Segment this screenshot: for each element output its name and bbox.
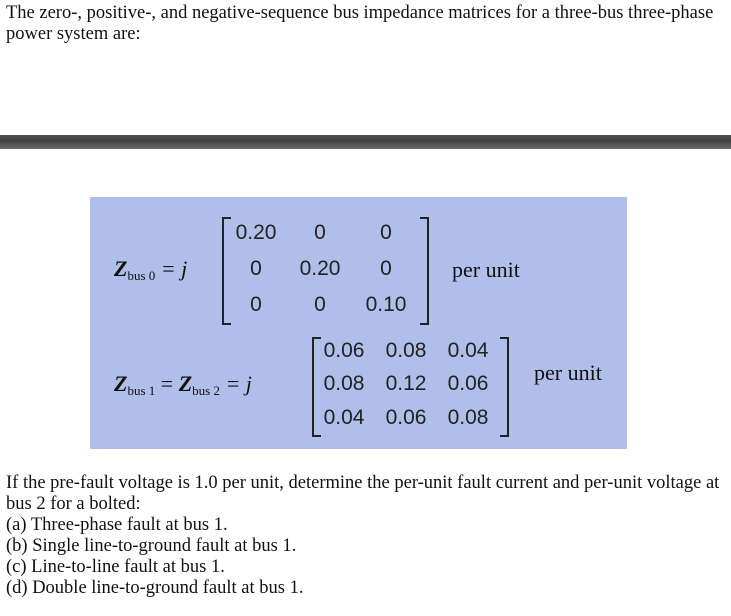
zbus0-equals-j: = j <box>160 256 188 281</box>
intro-paragraph: The zero-, positive-, and negative-sequence bus impedance matrices for a three-bus three-phase power system are: <box>6 3 714 44</box>
zbus0-unit: per unit <box>452 257 520 282</box>
zbus12-matrix <box>312 337 512 437</box>
zbus2-symbol: Z <box>178 371 193 396</box>
divider-bar <box>0 135 731 149</box>
zbus12-cell: 0.06 <box>385 406 427 429</box>
question-item-b: (b) Single line-to-ground fault at bus 1. <box>6 536 297 556</box>
zbus1-symbol: Z <box>114 371 128 396</box>
zbus12-lhs <box>114 372 252 403</box>
zbus12-cell: 0.08 <box>323 372 365 395</box>
zbus0-cell: 0 <box>250 293 262 316</box>
zbus0-cell: 0 <box>380 257 392 280</box>
question-item-d: (d) Double line-to-ground fault at bus 1. <box>6 578 304 598</box>
zbus12-cell: 0.04 <box>323 406 365 429</box>
zbus0-symbol: Z <box>114 256 128 281</box>
zbus1-subscript: bus 1 <box>127 383 156 398</box>
zbus0-cell: 0 <box>250 257 262 280</box>
equation-panel <box>90 197 627 449</box>
zbus12-cell: 0.12 <box>385 372 427 395</box>
zbus0-cell: 0 <box>314 293 326 316</box>
zbus0-cell: 0.20 <box>299 257 341 280</box>
zbus0-cell: 0 <box>314 221 326 244</box>
zbus2-subscript: bus 2 <box>192 383 220 398</box>
zbus12-cell: 0.08 <box>385 339 427 362</box>
zbus12-cell: 0.06 <box>323 339 365 362</box>
zbus0-subscript: bus 0 <box>127 268 156 283</box>
zbus0-right-bracket <box>420 217 429 325</box>
zbus12-cell: 0.06 <box>447 372 489 395</box>
zbus12-unit: per unit <box>534 360 602 385</box>
question-item-c: (c) Line-to-line fault at bus 1. <box>6 557 225 577</box>
zbus12-mid-equals: = <box>160 371 174 396</box>
zbus0-cell: 0.10 <box>365 293 407 316</box>
zbus0-cell: 0.20 <box>235 221 277 244</box>
question-item-a: (a) Three-phase fault at bus 1. <box>6 515 228 535</box>
question-prompt: If the pre-fault voltage is 1.0 per unit, determine the per-unit fault current and per-unit voltage at bus 2 for a bolted: <box>6 473 720 514</box>
zbus0-lhs <box>114 257 187 288</box>
zbus12-right-bracket <box>500 337 509 437</box>
zbus0-matrix <box>222 217 432 327</box>
zbus12-cell: 0.04 <box>447 339 489 362</box>
question-block <box>6 473 721 599</box>
zbus12-cell: 0.08 <box>447 406 489 429</box>
zbus12-equals-j: = j <box>225 371 252 396</box>
zbus0-cell: 0 <box>380 221 392 244</box>
